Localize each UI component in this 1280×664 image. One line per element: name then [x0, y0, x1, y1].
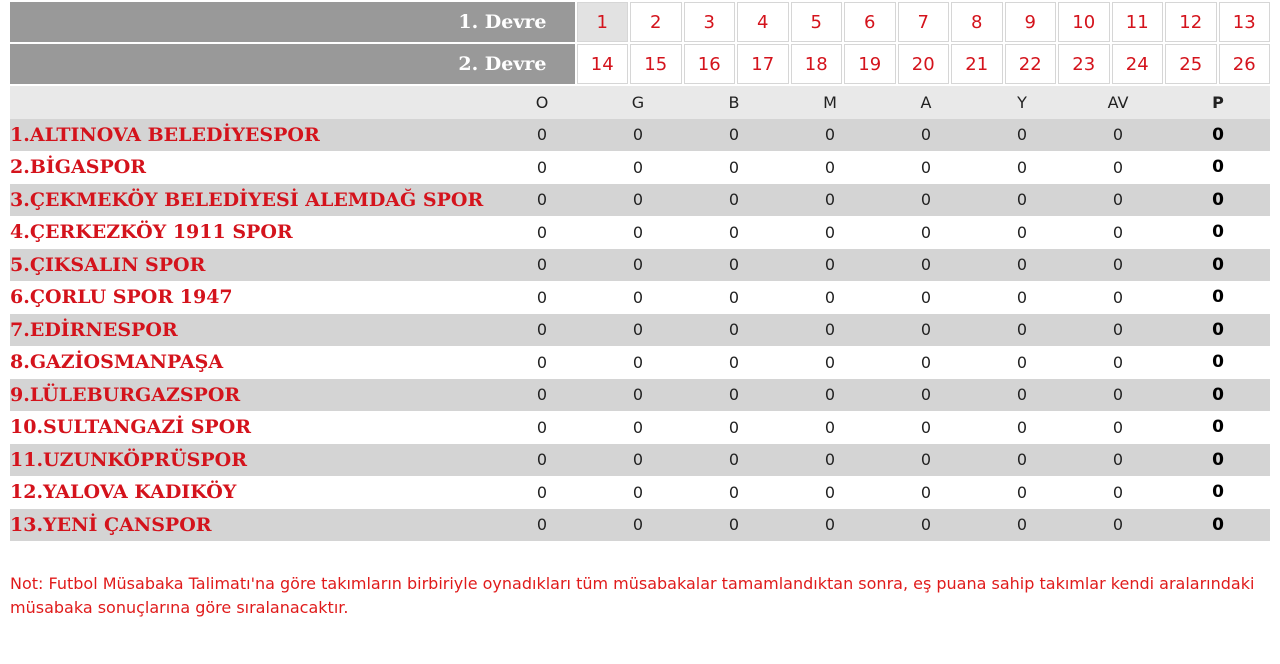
stat-won: 0	[632, 450, 644, 470]
stat-played: 0	[536, 190, 548, 210]
week-link[interactable]: 17	[737, 44, 789, 84]
stat-goal-diff: 0	[1112, 222, 1124, 242]
stat-lost: 0	[824, 125, 836, 145]
team-column-header	[10, 86, 494, 119]
week-link[interactable]: 20	[898, 44, 950, 84]
stat-goals-against: 0	[1016, 255, 1028, 275]
stat-drawn: 0	[728, 190, 740, 210]
stat-goals-against: 0	[1016, 287, 1028, 307]
stat-lost: 0	[824, 482, 836, 502]
stat-goals-against: 0	[1016, 222, 1028, 242]
table-row	[10, 281, 1270, 314]
stat-lost: 0	[824, 320, 836, 340]
stat-lost: 0	[824, 515, 836, 535]
week-link[interactable]: 15	[630, 44, 682, 84]
stat-drawn: 0	[728, 450, 740, 470]
week-selector	[577, 44, 1271, 84]
stat-won: 0	[632, 320, 644, 340]
stat-points: 0	[1212, 222, 1224, 243]
week-link[interactable]: 10	[1058, 2, 1110, 42]
week-link[interactable]: 3	[684, 2, 736, 42]
table-row	[10, 119, 1270, 152]
week-link[interactable]: 9	[1005, 2, 1057, 42]
stat-drawn: 0	[728, 352, 740, 372]
stat-goals-for: 0	[920, 482, 932, 502]
team-name-link[interactable]: 9.LÜLEBURGAZSPOR	[10, 383, 241, 406]
stat-drawn: 0	[728, 157, 740, 177]
team-name-link[interactable]: 1.ALTINOVA BELEDİYESPOR	[10, 123, 320, 146]
column-header-drawn: B	[728, 92, 740, 112]
stat-goal-diff: 0	[1112, 255, 1124, 275]
team-name-link[interactable]: 2.BİGASPOR	[10, 156, 147, 179]
stat-won: 0	[632, 352, 644, 372]
table-row	[10, 151, 1270, 184]
stat-won: 0	[632, 255, 644, 275]
stat-goals-against: 0	[1016, 125, 1028, 145]
stat-points: 0	[1212, 514, 1224, 535]
table-row	[10, 184, 1270, 217]
team-name-link[interactable]: 11.UZUNKÖPRÜSPOR	[10, 448, 247, 471]
week-link[interactable]: 25	[1165, 44, 1217, 84]
devre-label: 1. Devre	[10, 2, 575, 42]
stat-goal-diff: 0	[1112, 287, 1124, 307]
stat-lost: 0	[824, 385, 836, 405]
column-header-points: P	[1212, 92, 1224, 112]
stat-lost: 0	[824, 255, 836, 275]
stat-won: 0	[632, 515, 644, 535]
stat-goals-for: 0	[920, 287, 932, 307]
stat-points: 0	[1212, 157, 1224, 178]
stat-goals-for: 0	[920, 190, 932, 210]
stat-goals-for: 0	[920, 222, 932, 242]
stat-played: 0	[536, 222, 548, 242]
stat-goals-against: 0	[1016, 482, 1028, 502]
week-link[interactable]: 19	[844, 44, 896, 84]
stat-goals-against: 0	[1016, 515, 1028, 535]
week-link[interactable]: 12	[1165, 2, 1217, 42]
stat-goals-against: 0	[1016, 417, 1028, 437]
stat-goal-diff: 0	[1112, 125, 1124, 145]
column-header-played: O	[535, 92, 549, 112]
team-name-link[interactable]: 13.YENİ ÇANSPOR	[10, 513, 212, 536]
stat-goal-diff: 0	[1112, 417, 1124, 437]
stat-goals-against: 0	[1016, 385, 1028, 405]
table-row	[10, 314, 1270, 347]
stat-goal-diff: 0	[1112, 482, 1124, 502]
stat-won: 0	[632, 482, 644, 502]
column-header-goal-diff: AV	[1107, 92, 1129, 112]
stat-played: 0	[536, 450, 548, 470]
stat-drawn: 0	[728, 287, 740, 307]
stat-drawn: 0	[728, 222, 740, 242]
week-selector	[577, 2, 1271, 42]
stat-won: 0	[632, 385, 644, 405]
stat-lost: 0	[824, 287, 836, 307]
devre-row-2	[10, 44, 1270, 84]
stat-drawn: 0	[728, 385, 740, 405]
stat-points: 0	[1212, 287, 1224, 308]
devre-label: 2. Devre	[10, 44, 575, 84]
week-link[interactable]: 6	[844, 2, 896, 42]
table-row	[10, 346, 1270, 379]
stat-goals-against: 0	[1016, 190, 1028, 210]
stat-played: 0	[536, 385, 548, 405]
stat-points: 0	[1212, 352, 1224, 373]
table-row	[10, 379, 1270, 412]
table-row	[10, 444, 1270, 477]
stat-played: 0	[536, 482, 548, 502]
stat-won: 0	[632, 222, 644, 242]
standings-table	[10, 86, 1270, 541]
stat-goals-against: 0	[1016, 320, 1028, 340]
stat-won: 0	[632, 287, 644, 307]
stat-played: 0	[536, 287, 548, 307]
stat-points: 0	[1212, 417, 1224, 438]
team-name-link[interactable]: 5.ÇIKSALIN SPOR	[10, 253, 206, 276]
week-link[interactable]: 8	[951, 2, 1003, 42]
week-link[interactable]: 16	[684, 44, 736, 84]
stat-goals-for: 0	[920, 385, 932, 405]
stat-won: 0	[632, 125, 644, 145]
stat-points: 0	[1212, 319, 1224, 340]
standings-widget	[10, 2, 1270, 541]
stat-goals-for: 0	[920, 450, 932, 470]
week-link[interactable]: 24	[1112, 44, 1164, 84]
stat-goals-for: 0	[920, 125, 932, 145]
stat-drawn: 0	[728, 320, 740, 340]
team-name-link[interactable]: 12.YALOVA KADIKÖY	[10, 481, 237, 504]
week-link[interactable]: 2	[630, 2, 682, 42]
stat-played: 0	[536, 417, 548, 437]
week-link[interactable]: 22	[1005, 44, 1057, 84]
stat-goals-for: 0	[920, 255, 932, 275]
week-link[interactable]: 13	[1219, 2, 1271, 42]
standings-note: Not: Futbol Müsabaka Talimatı'na göre takımların birbiriyle oynadıkları tüm müsabakalar tamamlandıktan sonra, eş puana sahip takımlar kendi aralarındaki müsabaka sonuçlarına göre sıralanacaktır.	[10, 574, 1255, 617]
stat-played: 0	[536, 157, 548, 177]
stat-won: 0	[632, 190, 644, 210]
stat-points: 0	[1212, 449, 1224, 470]
stat-lost: 0	[824, 157, 836, 177]
team-name-link[interactable]: 6.ÇORLU SPOR 1947	[10, 286, 233, 309]
week-link[interactable]: 18	[791, 44, 843, 84]
week-link[interactable]: 11	[1112, 2, 1164, 42]
stat-drawn: 0	[728, 255, 740, 275]
stat-points: 0	[1212, 384, 1224, 405]
table-header-row	[10, 86, 1270, 119]
stat-played: 0	[536, 320, 548, 340]
stat-goals-against: 0	[1016, 450, 1028, 470]
stat-lost: 0	[824, 352, 836, 372]
column-header-lost: M	[823, 92, 837, 112]
column-header-won: G	[631, 92, 645, 112]
stat-goal-diff: 0	[1112, 190, 1124, 210]
table-row	[10, 216, 1270, 249]
stat-points: 0	[1212, 124, 1224, 145]
week-link[interactable]: 14	[577, 44, 629, 84]
stat-goal-diff: 0	[1112, 385, 1124, 405]
stat-lost: 0	[824, 417, 836, 437]
table-row	[10, 476, 1270, 509]
week-link[interactable]: 5	[791, 2, 843, 42]
stat-goals-for: 0	[920, 352, 932, 372]
table-row	[10, 249, 1270, 282]
stat-points: 0	[1212, 482, 1224, 503]
stat-played: 0	[536, 515, 548, 535]
stat-goal-diff: 0	[1112, 352, 1124, 372]
stat-goals-for: 0	[920, 320, 932, 340]
week-link[interactable]: 4	[737, 2, 789, 42]
stat-drawn: 0	[728, 515, 740, 535]
column-header-goals-for: A	[920, 92, 932, 112]
stat-goal-diff: 0	[1112, 515, 1124, 535]
week-link[interactable]: 7	[898, 2, 950, 42]
team-name-link[interactable]: 3.ÇEKMEKÖY BELEDİYESİ ALEMDAĞ SPOR	[10, 188, 484, 211]
stat-goal-diff: 0	[1112, 450, 1124, 470]
stat-goals-for: 0	[920, 515, 932, 535]
stat-goals-for: 0	[920, 417, 932, 437]
stat-goals-against: 0	[1016, 157, 1028, 177]
column-header-goals-against: Y	[1017, 92, 1027, 112]
team-name-link[interactable]: 10.SULTANGAZİ SPOR	[10, 416, 252, 439]
week-link[interactable]: 21	[951, 44, 1003, 84]
team-name-link[interactable]: 4.ÇERKEZKÖY 1911 SPOR	[10, 221, 293, 244]
devre-row-1	[10, 2, 1270, 42]
stat-won: 0	[632, 157, 644, 177]
stat-played: 0	[536, 352, 548, 372]
stat-drawn: 0	[728, 417, 740, 437]
stat-drawn: 0	[728, 125, 740, 145]
stat-played: 0	[536, 255, 548, 275]
team-name-link[interactable]: 8.GAZİOSMANPAŞA	[10, 351, 224, 374]
stat-goals-for: 0	[920, 157, 932, 177]
week-link[interactable]: 1	[577, 2, 629, 42]
stat-lost: 0	[824, 450, 836, 470]
stat-goal-diff: 0	[1112, 157, 1124, 177]
table-row	[10, 509, 1270, 542]
week-link[interactable]: 26	[1219, 44, 1271, 84]
stat-points: 0	[1212, 189, 1224, 210]
stat-points: 0	[1212, 254, 1224, 275]
stat-won: 0	[632, 417, 644, 437]
stat-goal-diff: 0	[1112, 320, 1124, 340]
stat-lost: 0	[824, 190, 836, 210]
stat-drawn: 0	[728, 482, 740, 502]
team-name-link[interactable]: 7.EDİRNESPOR	[10, 318, 178, 341]
stat-played: 0	[536, 125, 548, 145]
stat-lost: 0	[824, 222, 836, 242]
table-row	[10, 411, 1270, 444]
stat-goals-against: 0	[1016, 352, 1028, 372]
standings-body	[10, 119, 1270, 542]
week-link[interactable]: 23	[1058, 44, 1110, 84]
